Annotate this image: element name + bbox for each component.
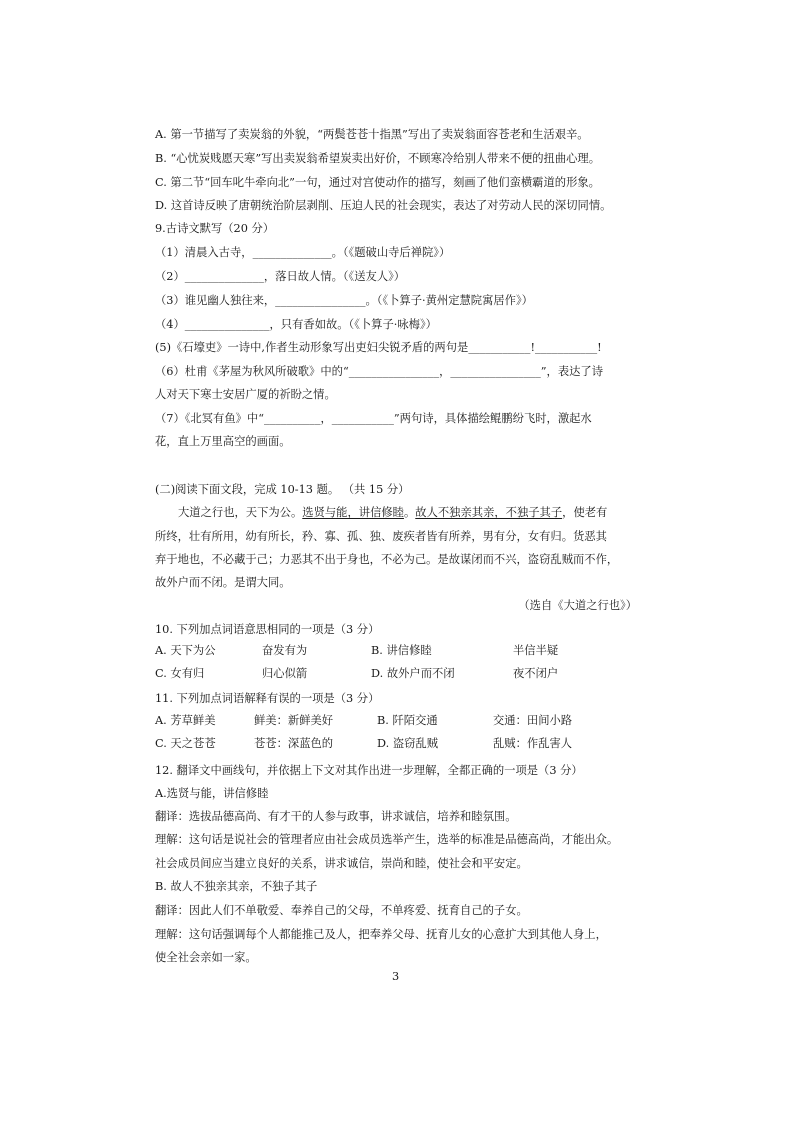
q10-option-c: C. 女有归 <box>155 667 205 680</box>
q12-stem: 12. 翻译文中画线句，并依据上下文对其作出进一步理解，全都正确的一项是（3 分） <box>155 764 583 777</box>
q9-item-6: （6）杜甫《茅屋为秋风所破歌》中的“________________，________________”，表达了诗 <box>155 365 604 378</box>
passage-text: ，使老有 <box>562 506 608 519</box>
q12-line-8: 使全社会亲如一家。 <box>155 951 257 964</box>
q11-option-b: B. 阡陌交通 <box>377 714 438 727</box>
q10-option-c-word: 归心似箭 <box>262 667 308 680</box>
q12-line-7: 理解：这句话强调每个人都能推己及人，把奉养父母、抚育儿女的心意扩大到其他人身上， <box>155 928 607 941</box>
q10-stem: 10. 下列加点词语意思相同的一项是（3 分） <box>155 623 380 636</box>
q12-line-2: 翻译：选拔品德高尚、有才干的人参与政事，讲求诚信，培养和睦氛围。 <box>155 810 517 823</box>
underlined-sentence-1: 选贤与能，讲信修睦 <box>302 506 404 519</box>
q11-option-a-gloss: 鲜美：新鲜美好 <box>254 714 334 727</box>
passage-line-1 <box>178 505 607 521</box>
page-number: 3 <box>392 970 400 983</box>
passage-line-4: 故外户而不闭。是谓大同。 <box>155 576 291 589</box>
q10-option-a-word: 奋发有为 <box>262 644 308 657</box>
q11-option-a: A. 芳草鲜美 <box>155 714 216 727</box>
q12-line-6: 翻译：因此人们不单敬爱、奉养自己的父母，不单疼爱、抚育自己的子女。 <box>155 904 528 917</box>
passage-text: 大道之行也，天下为公。 <box>178 506 303 519</box>
q10-option-a: A. 天下为公 <box>155 644 216 657</box>
q11-option-b-gloss: 交通：田间小路 <box>493 714 573 727</box>
passage-text: 。 <box>403 506 416 519</box>
underlined-sentence-2: 故人不独亲其亲，不独子其子 <box>415 506 563 519</box>
q8-option-d: D. 这首诗反映了唐朝统治阶层剥削、压迫人民的社会现实，表达了对劳动人民的深切同情。 <box>155 199 612 212</box>
q10-option-b-word: 半信半疑 <box>513 644 559 657</box>
q8-option-a: A. 第一节描写了卖炭翁的外貌，“两鬓苍苍十指黑”写出了卖炭翁面容苍老和生活艰辛。 <box>155 128 589 141</box>
passage-line-3: 弃于地也，不必藏于己；力恶其不出于身也，不必为己。是故谋闭而不兴，盗窃乱贼而不作， <box>155 553 619 566</box>
q9-item-6-cont: 人对天下寒士安居广厦的祈盼之情。 <box>155 388 336 401</box>
q9-title: 9.古诗文默写（20 分） <box>155 222 275 235</box>
q11-option-d: D. 盗窃乱贼 <box>377 737 439 750</box>
q9-item-1: （1）清晨入古寺，______________。（《题破山寺后禅院》） <box>155 246 451 259</box>
q12-line-1: A.选贤与能，讲信修睦 <box>155 787 269 800</box>
section2-heading: (二)阅读下面文段，完成 10-13 题。 （共 15 分） <box>155 483 410 496</box>
q9-item-2: （2）______________，落日故人情。（《送友人》） <box>155 270 406 283</box>
q10-option-d: D. 故外户而不闭 <box>371 667 455 680</box>
q11-option-c: C. 天之苍苍 <box>155 737 216 750</box>
q12-line-5: B. 故人不独亲其亲，不独子其子 <box>155 880 318 893</box>
q12-line-4: 社会成员间应当建立良好的关系，讲求诚信，崇尚和睦，使社会和平安定。 <box>155 857 528 870</box>
q11-option-c-gloss: 苍苍：深蓝色的 <box>254 737 334 750</box>
q10-option-b: B. 讲信修睦 <box>371 644 432 657</box>
q10-option-d-word: 夜不闭户 <box>513 667 559 680</box>
passage-line-2: 所终，壮有所用，幼有所长，矜、寡、孤、独、废疾者皆有所养，男有分，女有归。货恶其 <box>155 530 607 543</box>
passage-source: （选自《大道之行也》） <box>518 599 637 612</box>
q9-item-7: （7）《北冥有鱼》中“__________，___________”两句诗，具体描绘鲲鹏纷飞时，激起水 <box>155 412 592 425</box>
q9-item-4: （4）_______________，只有香如故。（《卜算子·咏梅》） <box>155 318 437 331</box>
q11-option-d-gloss: 乱贼：作乱害人 <box>493 737 573 750</box>
q9-item-5: (5)《石壕吏》一诗中,作者生动形象写出吏妇尖锐矛盾的两句是___________!___________! <box>155 341 602 354</box>
q9-item-3: （3）谁见幽人独往来，________________。（《卜算子·黄州定慧院寓居作》） <box>155 294 533 307</box>
q12-line-3: 理解：这句话是说社会的管理者应由社会成员选举产生，选举的标准是品德高尚，才能出众。 <box>155 833 619 846</box>
q8-option-b: B. “心忧炭贱愿天寒”写出卖炭翁希望炭卖出好价，不顾寒冷给别人带来不便的扭曲心理。 <box>155 152 601 165</box>
q9-item-7-cont: 花，直上万里高空的画面。 <box>155 435 291 448</box>
q8-option-c: C. 第二节“回车叱牛牵向北”一句，通过对宫使动作的描写，刻画了他们蛮横霸道的形象。 <box>155 176 600 189</box>
q11-stem: 11. 下列加点词语解释有误的一项是（3 分） <box>155 692 380 705</box>
